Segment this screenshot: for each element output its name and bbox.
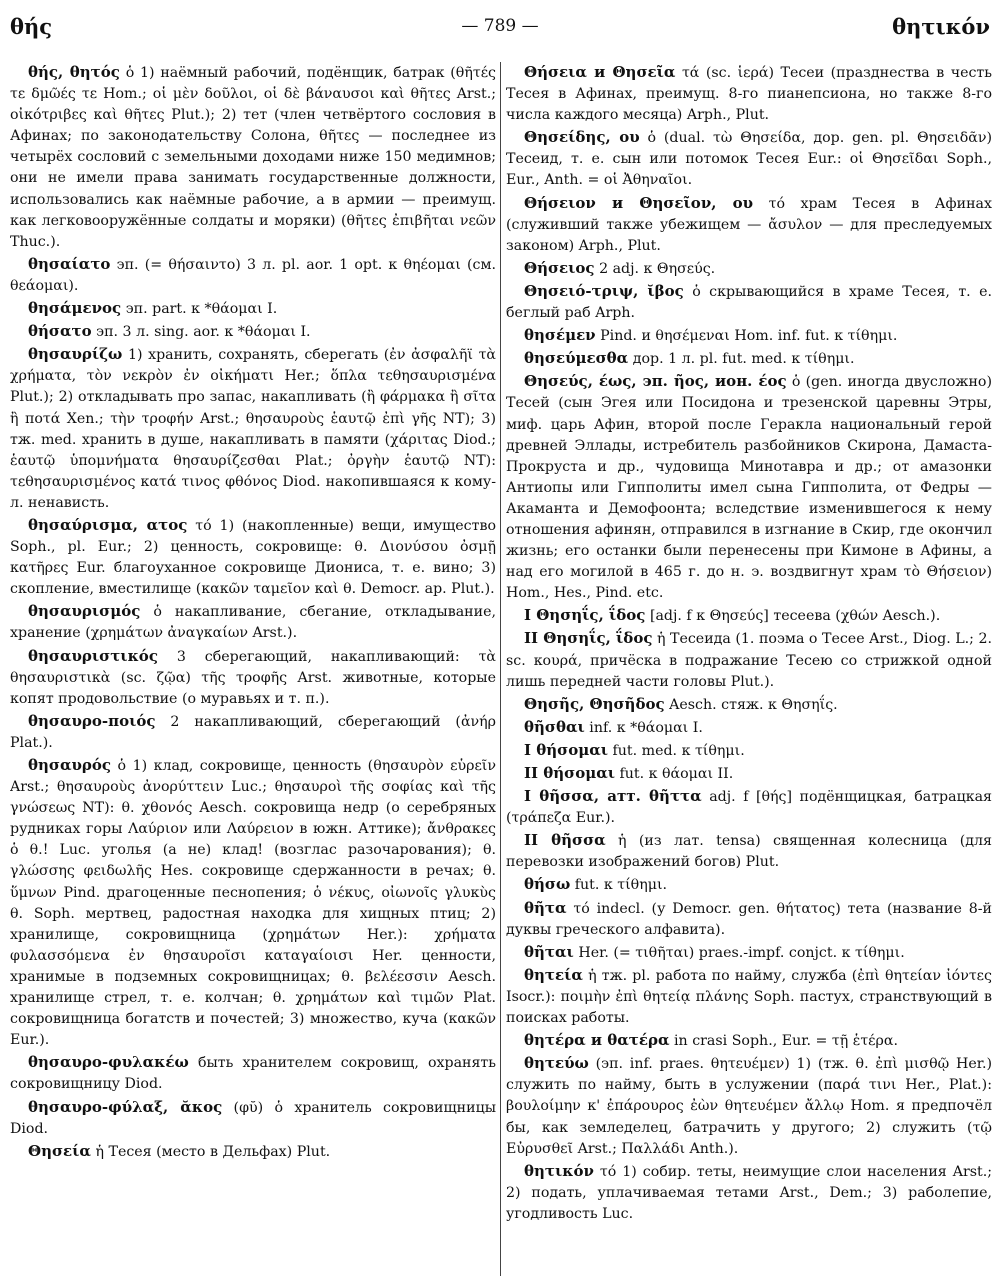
entry-headword: θησαυρο-φύλαξ, ᾰκος bbox=[28, 1097, 223, 1116]
entry-definition: Aesch. стяж. к Θησηΐς. bbox=[669, 696, 838, 713]
entry-headword: θησαυρός bbox=[28, 756, 112, 774]
entry-definition: (эп. inf. praes. θητευέμεν) 1) (тж. θ. ἐπὶ μισθῷ Her.) служить по найму, быть в услужении (παρά τινι Her., Plat.): βουλοίμην κ' ἐπάρουρος ἐὼν θητευέμεν ἄλλῳ Hom. я предпочёл бы, как земледелец, батрачить у другого; 2) служить (τῷ Εὐρυσθεῖ Arst.; Παλλάδι Anth.). bbox=[506, 1056, 992, 1157]
dictionary-entry bbox=[506, 1161, 992, 1225]
entry-headword: II θήσομαι bbox=[524, 764, 616, 782]
right-running-headword: θητικόν bbox=[892, 14, 990, 39]
dictionary-entry bbox=[10, 1052, 496, 1095]
dictionary-entry bbox=[506, 258, 992, 280]
entry-headword: θής, θητός bbox=[28, 63, 120, 81]
entry-definition: in crasi Soph., Eur. = τῇ ἑτέρα. bbox=[674, 1033, 898, 1050]
entry-headword: θησαυρισμός bbox=[28, 602, 141, 621]
entry-headword: θῆτα bbox=[524, 898, 567, 917]
entry-definition: τό indecl. (у Democr. gen. θήτατος) тета (название 8-й дуквы греческого алфавита). bbox=[506, 900, 992, 938]
dictionary-entry bbox=[506, 281, 992, 324]
entry-headword: θησαυρο-ποιός bbox=[28, 711, 156, 730]
entry-definition: ὁ накапливание, сбегание, откладывание, хранение (χρημάτων ἀναγκαίων Arst.). bbox=[10, 604, 496, 642]
dictionary-entry bbox=[506, 628, 992, 692]
dictionary-entry bbox=[506, 898, 992, 941]
entry-definition: τό 1) собир. теты, неимущие слои населения Arst.; 2) подать, уплачиваемая тетами Arst., Dem.; 3) раболепие, угодливость Luc. bbox=[506, 1163, 992, 1222]
dictionary-entry bbox=[506, 1053, 992, 1159]
entry-headword: θῆσθαι bbox=[524, 717, 585, 736]
entry-definition: adj. f [θής] подёнщицкая, батрацкая (τράπεζα Eur.). bbox=[506, 789, 992, 827]
dictionary-entry bbox=[506, 786, 992, 829]
entry-headword: Θησεύς, έως, эп. ῆος, ион. έος bbox=[524, 372, 787, 391]
entry-headword: θησαυρο-φυλακέω bbox=[28, 1053, 189, 1072]
entry-definition: ἡ Тесея (место в Дельфах) Plut. bbox=[95, 1143, 331, 1160]
entry-definition: [adj. f к Θησεύς] тесеева (χθών Aesch.). bbox=[649, 608, 941, 625]
dictionary-entry bbox=[10, 1141, 496, 1163]
entry-headword: Θησῆς, Θησῆδος bbox=[524, 694, 665, 713]
entry-definition: дор. 1 л. pl. fut. med. к τίθημι. bbox=[632, 351, 855, 368]
dictionary-entry bbox=[506, 127, 992, 191]
dictionary-entry bbox=[506, 193, 992, 257]
entry-headword: I θήσομαι bbox=[524, 740, 608, 759]
entry-definition: τό 1) (накопленные) вещи, имущество Soph., pl. Eur.; 2) ценность, сокровище: θ. Διονύσου ὀσμῇ κατῆρες Eur. благоуханное сокровище Диониса, т. е. вино; 3) скопление, вместилище (κακῶν ταμεῖον καὶ θ. Democr. ap. Plut.). bbox=[10, 517, 496, 598]
dictionary-entry bbox=[10, 515, 496, 600]
entry-headword: Θήσεια и Θησεῖα bbox=[524, 63, 676, 81]
entry-headword: θῆται bbox=[524, 942, 574, 961]
entry-headword: θησάμενος bbox=[28, 299, 122, 318]
entry-definition: Her. (= τιθῆται) praes.-impf. conjct. к τίθημι. bbox=[578, 944, 905, 961]
entry-definition: fut. к τίθημι. bbox=[574, 877, 668, 894]
entry-headword: θησέμεν bbox=[524, 326, 596, 345]
dictionary-entry bbox=[506, 694, 992, 716]
entry-headword: θησαυριστικός bbox=[28, 646, 158, 665]
dictionary-columns bbox=[10, 62, 990, 1276]
dictionary-entry bbox=[506, 348, 992, 370]
dictionary-entry bbox=[10, 601, 496, 644]
entry-headword: θητεύω bbox=[524, 1054, 589, 1073]
entry-definition: быть хранителем сокровищ, охранять сокровищницу Diod. bbox=[10, 1055, 496, 1093]
entry-headword: θήσατο bbox=[28, 322, 92, 341]
entry-headword: Θήσειον и Θησεῖον, ου bbox=[524, 193, 754, 212]
entry-definition: ἡ тж. pl. работа по найму, служба (ἐπὶ θητείαν ἰόντες Isocr.): ποιμὴν ἐπὶ θητείᾳ πλάνης Soph. пастух, странствующий в поисках работы. bbox=[506, 967, 992, 1027]
dictionary-entry bbox=[10, 1097, 496, 1140]
entry-headword: θησαύρισμα, ατος bbox=[28, 515, 188, 534]
entry-definition: эп. (= θήσαιντο) 3 л. pl. aor. 1 opt. к θηέομαι (см. θεάομαι). bbox=[10, 256, 496, 294]
entry-headword: Θησεία bbox=[28, 1141, 91, 1160]
dictionary-entry bbox=[506, 942, 992, 964]
entry-definition: fut. med. к τίθημι. bbox=[612, 742, 745, 759]
entry-headword: I θῆσσα, атт. θῆττα bbox=[524, 787, 702, 806]
entry-definition: τά (sc. ἱερά) Тесеи (празднества в честь Тесея в Афинах, преимущ. 8-го пианепсиона, но также 8-го числа каждого месяца) Arph., Plut. bbox=[506, 65, 992, 124]
column-divider bbox=[500, 62, 501, 1276]
entry-definition: эп. part. к *θάομαι I. bbox=[125, 301, 278, 318]
entry-definition: ὁ (dual. τὼ Θησείδα, дор. gen. pl. Θησειδᾶν) Тесеид, т. е. сын или потомок Тесея Eur.: οἱ Θησεῖδαι Soph., Eur., Anth. = οἱ Ἀθηναῖοι. bbox=[506, 130, 992, 189]
entry-definition: (φῠ) ὁ хранитель сокровищницы Diod. bbox=[10, 1099, 496, 1137]
entry-definition: ἡ Тесеида (1. поэма о Тесее Arst., Diog. L.; 2. sc. κουρά, причёска в подражание Тесею со стрижкой одной лишь передней части головы Plut.). bbox=[506, 631, 992, 690]
dictionary-entry bbox=[10, 755, 496, 1051]
entry-headword: θητέρα и θατέρα bbox=[524, 1031, 670, 1050]
entry-headword: θησεύμεσθα bbox=[524, 349, 629, 368]
page-header bbox=[10, 10, 990, 50]
dictionary-entry bbox=[10, 344, 496, 514]
dictionary-entry bbox=[10, 646, 496, 710]
entry-definition: 3 сберегающий, накапливающий: τὰ θησαυριστικὰ (sc. ζῷα) τῆς τροφῆς Arst. животные, которые копят продовольствие (о муравьях и т. п.). bbox=[10, 648, 496, 707]
entry-headword: Θησειό-τριψ, ῐβος bbox=[524, 281, 684, 300]
entry-definition: fut. к θάομαι II. bbox=[619, 766, 734, 782]
left-running-headword: θής bbox=[10, 14, 53, 39]
entry-headword: I Θησηΐς, ΐδος bbox=[524, 606, 646, 625]
entry-definition: ὁ 1) наёмный рабочий, подёнщик, батрак (θῆτές τε δμῶές τε Hom.; οἱ μὲν δοῦλοι, οἱ δὲ βάναυσοι καὶ θῆτες Arst.; οἰκότριβες καὶ θῆτες Plut.); 2) тет (член четвёртого сословия в Афинах; по законодательству Солона, θῆτες — последнее из четырёх сословий с земельными доходами ниже 150 медимнов; они не имели права занимать государственные должности, использовались как наёмные рабочие, а в армии — преимущ. как легковооружённые солдаты и моряки) (θῆτες ἐπιβῆται νεῶν Thuc.). bbox=[10, 65, 496, 250]
dictionary-entry bbox=[506, 740, 992, 762]
entry-definition: 2 adj. к Θησεύς. bbox=[599, 260, 716, 277]
entry-definition: ἡ (из лат. tensa) священная колесница (для перевозки изображений богов) Plut. bbox=[506, 833, 992, 871]
entry-definition: 2 накапливающий, сберегающий (ἀνήρ Plat.). bbox=[10, 713, 496, 751]
entry-definition: Pind. и θησέμεναι Hom. inf. fut. к τίθημι. bbox=[600, 328, 898, 345]
entry-headword: θητικόν bbox=[524, 1161, 594, 1180]
dictionary-entry bbox=[10, 254, 496, 297]
dictionary-entry bbox=[506, 874, 992, 896]
entry-definition: ὁ (gen. иногда двусложно) Тесей (сын Эгея или Посидона и трезенской царевны Этры, миф. царь Афин, второй после Геракла национальный герой древней Эллады, истребитель разбойников Скирона, Дамаста-Прокруста и др., чудовища Минотавра и др.; от амазонки Антиопы или Гипполиты имел сына Гипполита, от Федры — Акаманта и Демофоонта; вследствие изменившегося к нему отношения афинян, отправился в изгнание в Скир, где окончил жизнь; его останки были перенесены при Кимоне в Афины, а над его могилой в 465 г. до н. э. воздвигнут храм τὸ Θήσειον) Hom., Hes., Pind. etc. bbox=[506, 374, 992, 602]
dictionary-entry bbox=[506, 717, 992, 739]
page-number: — 789 — bbox=[461, 16, 539, 36]
dictionary-entry bbox=[506, 371, 992, 604]
entry-headword: Θησείδης, ου bbox=[524, 128, 640, 147]
entry-headword: II θῆσσα bbox=[524, 831, 606, 850]
dictionary-entry bbox=[506, 325, 992, 347]
entry-headword: II Θησηΐς, ΐδος bbox=[524, 629, 653, 648]
entry-definition: inf. к *θάομαι I. bbox=[589, 719, 703, 736]
dictionary-entry bbox=[10, 321, 496, 343]
entry-definition: τό храм Тесея в Афинах (служивший также убежищем — ἄσυλον — для преследуемых законом) Arph., Plut. bbox=[506, 195, 992, 254]
dictionary-entry bbox=[506, 830, 992, 873]
dictionary-entry bbox=[506, 605, 992, 627]
entry-definition: ὁ скрывающийся в храме Тесея, т. е. беглый раб Arph. bbox=[506, 283, 992, 322]
entry-headword: Θήσειος bbox=[524, 258, 595, 277]
dictionary-entry bbox=[10, 298, 496, 320]
right-column bbox=[506, 62, 992, 1276]
entry-definition: ὁ 1) клад, сокровище, ценность (θησαυρὸν εὑρεῖν Arst.; θησαυροὺς ἀνορύττειν Luc.; θησαυροὶ τῆς σοφίας καὶ τῆς γνώσεως NT): θ. χθονός Aesch. сокровища недр (о серебряных рудниках горы Λαύριον или Λαύρειον в южн. Аттике); ἄνθρακες ὁ θ.! Luc. уголья (а не) клад! (возглас разочарования); θ. γλώσσης φειδωλῆς Hes. сокровище сдержанности в речах; θ. ὕμνων Pind. драгоценные песнопения; ὁ νέκυς, οἰωνοῖς γλυκὺς θ. Soph. мертвец, радостная находка для хищных птиц; 2) хранилище, сокровищница (χρημάτων Her.): χρήματα φυλασσόμενα ἐν θησαυροῖσι καταγαίοισι Her. ценности, хранимые в подземных сокровищницах; θ. βελέεσσιν Aesch. хранилище стрел, т. е. колчан; θ. χρημάτων καὶ τιμῶν Plat. сокровищница богатств и почестей; 3) множество, куча (κακῶν Eur.). bbox=[10, 758, 496, 1049]
entry-headword: θήσω bbox=[524, 875, 571, 894]
dictionary-entry bbox=[10, 62, 496, 253]
dictionary-entry bbox=[10, 711, 496, 754]
dictionary-entry bbox=[506, 62, 992, 126]
entry-headword: θησαίατο bbox=[28, 254, 111, 273]
dictionary-entry bbox=[506, 965, 992, 1029]
dictionary-entry bbox=[506, 1030, 992, 1052]
entry-definition: 1) хранить, сохранять, сберегать (ἐν ἀσφαλῆϊ τὰ χρήματα, τὸν νεκρὸν ἐν οἰκήματι Her.; ὅπλα τεθησαυρισμένα Plut.); 2) откладывать про запас, накапливать (ἢ φάρμακα ἢ σῖτα ἢ ποτά Xen.; τὴν τροφήν Arst.; θησαυροὺς ἑαυτῷ ἐπὶ γῆς NT); 3) тж. med. хранить в душе, накапливать в памяти (χάριτας Diod.; ἑαυτῷ ὑπομνήματα θησαυρίζεσθαι Plat.; ὀργὴν ἑαυτῷ NT): τεθησαυρισμένος κατά τινος φθόνος Diod. накопившаяся к кому-л. ненависть. bbox=[10, 347, 496, 511]
entry-headword: θητεία bbox=[524, 965, 583, 984]
left-column bbox=[10, 62, 496, 1276]
entry-definition: эп. 3 л. sing. aor. к *θάομαι I. bbox=[96, 324, 311, 341]
entry-headword: θησαυρίζω bbox=[28, 345, 123, 364]
dictionary-entry bbox=[506, 763, 992, 785]
